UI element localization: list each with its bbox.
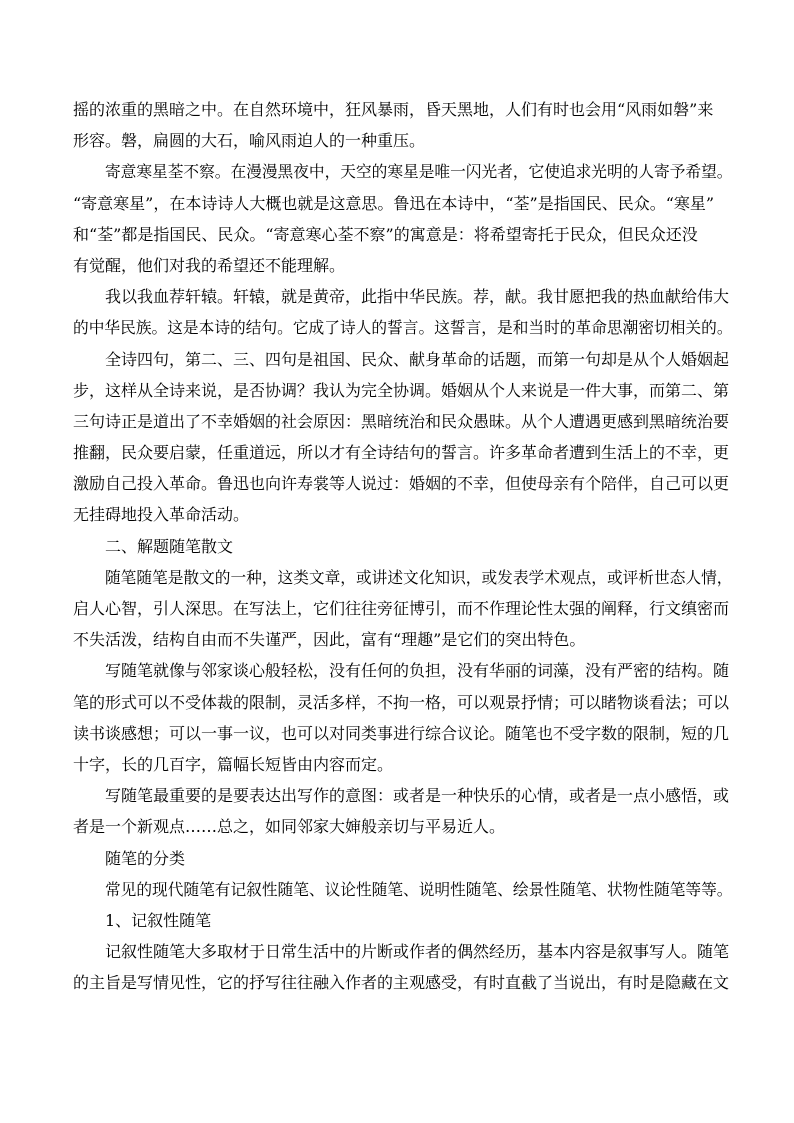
text-line: “寄意寒星”，在本诗诗人大概也就是这意思。鲁迅在本诗中，“荃”是指国民、民众。“寒星”: [73, 193, 715, 213]
text-line: 和“荃”都是指国民、民众。“寄意寒心荃不察”的寓意是：将希望寄托于民众，但民众还没: [73, 224, 698, 244]
text-line: 摇的浓重的黑暗之中。在自然环境中，狂风暴雨，昏天黑地，人们有时也会用“风雨如磐”来: [73, 100, 714, 119]
paragraph-start-line: 常见的现代随笔有记叙性随笔、议论性随笔、说明性随笔、绘景性随笔、状物性随笔等等。: [105, 879, 733, 899]
text-line: 有觉醒，他们对我的希望还不能理解。: [73, 255, 346, 275]
text-line: 无挂碍地投入革命活动。: [73, 505, 250, 525]
subheading: 随笔的分类: [105, 848, 186, 868]
paragraph-start-line: 我以我血荐轩辕。轩辕，就是黄帝，此指中华民族。荐，献。我甘愿把我的热血献给伟大: [105, 287, 730, 307]
section-heading: 二、解题随笔散文: [105, 536, 234, 556]
text-line: 三句诗正是道出了不幸婚姻的社会原因：黑暗统治和民众愚昧。从个人遭遇更感到黑暗统治要: [73, 411, 730, 431]
paragraph-start-line: 写随笔就像与邻家谈心般轻松，没有任何的负担，没有华丽的词藻，没有严密的结构。随: [105, 661, 730, 681]
paragraph-start-line: 寄意寒星荃不察。在漫漫黑夜中，天空的寒星是唯一闪光者，它使追求光明的人寄予希望。: [105, 162, 733, 182]
text-line: 的中华民族。这是本诗的结句。它成了诗人的誓言。这誓言，是和当时的革命思潮密切相关的。: [73, 318, 733, 338]
text-line: 形容。磐，扁圆的大石，喻风雨迫人的一种重压。: [73, 131, 426, 151]
paragraph-start-line: 写随笔最重要的是要表达出写作的意图：或者是一种快乐的心情，或者是一点小感悟，或: [105, 786, 730, 806]
subheading: 1、记叙性随笔: [105, 910, 212, 930]
text-line: 不失活泼，结构自由而不失谨严，因此，富有“理趣”是它们的突出特色。: [73, 630, 586, 650]
text-line: 启人心智，引人深思。在写法上，它们往往旁征博引，而不作理论性太强的阐释，行文缜密而: [73, 599, 730, 618]
text-line: 读书谈感想；可以一事一议，也可以对同类事进行综合议论。随笔也不受字数的限制，短的几: [73, 723, 730, 743]
paragraph-start-line: 随笔随笔是散文的一种，这类文章，或讲述文化知识，或发表学术观点，或评析世态人情，: [105, 567, 733, 587]
text-line: 者是一个新观点……总之，如同邻家大婶般亲切与平易近人。: [73, 817, 506, 837]
document-page: [73, 94, 733, 998]
text-line: 十字，长的几百字，篇幅长短皆由内容而定。: [73, 754, 394, 774]
paragraph-start-line: 全诗四句，第二、三、四句是祖国、民众、献身革命的话题，而第一句却是从个人婚姻起: [105, 349, 730, 369]
text-line: 的主旨是写情见性，它的抒写往往融入作者的主观感受，有时直截了当说出，有时是隐藏在文: [73, 973, 730, 993]
text-line: 步，这样从全诗来说，是否协调？我认为完全协调。婚姻从个人来说是一件大事，而第二、第: [73, 380, 730, 400]
paragraph-start-line: 记叙性随笔大多取材于日常生活中的片断或作者的偶然经历，基本内容是叙事写人。随笔: [105, 942, 730, 962]
text-line: 激励自己投入革命。鲁迅也向许寿裳等人说过：婚姻的不幸，但使母亲有个陪伴，自己可以更: [73, 474, 730, 494]
text-line: 推翻，民众要启蒙，任重道远，所以才有全诗结句的誓言。许多革命者遭到生活上的不幸，更: [73, 443, 730, 463]
text-line: 笔的形式可以不受体裁的限制，灵活多样，不拘一格，可以观景抒情；可以睹物谈看法；可以: [73, 692, 730, 712]
